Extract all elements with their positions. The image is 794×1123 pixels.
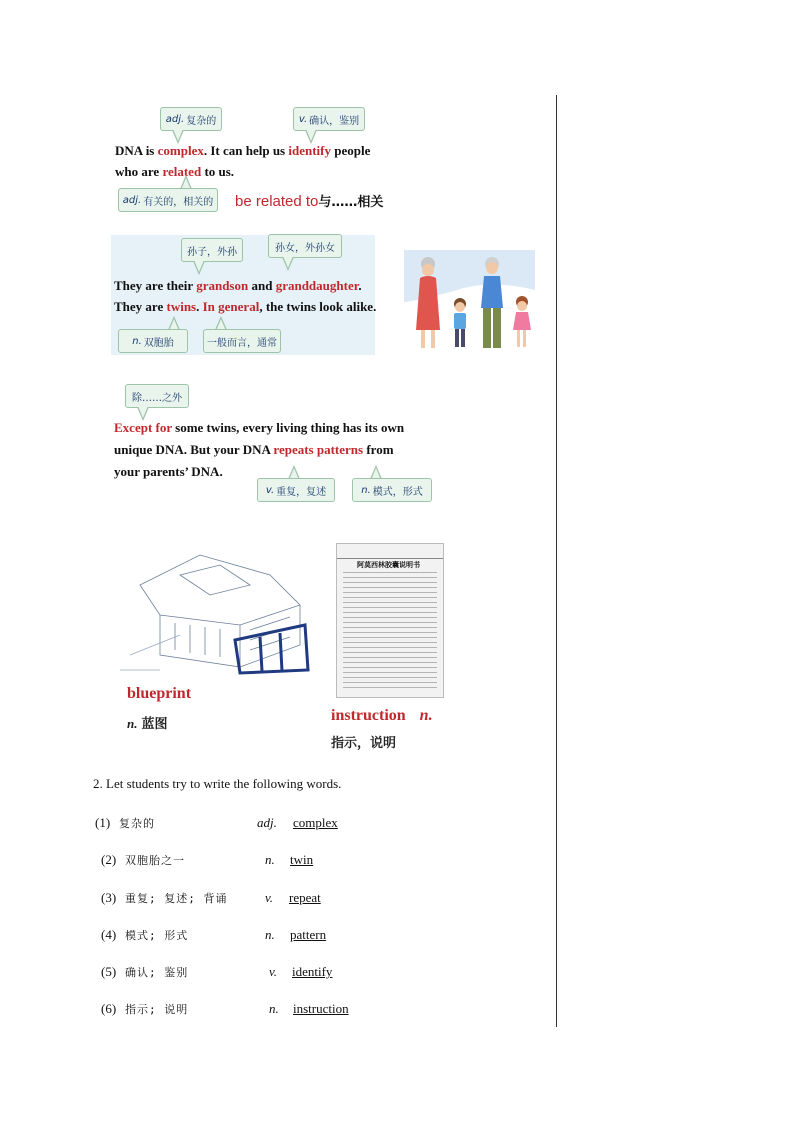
bubble-twins: n. 双胞胎: [118, 329, 188, 353]
bubble-identify: v. 确认，鉴别: [293, 107, 365, 131]
blueprint-word: blueprint: [127, 685, 192, 702]
instruction-word: instruction n.: [331, 707, 433, 724]
bubble-granddaughter: 孙女，外孙女: [268, 234, 342, 258]
sentence-except-line2: unique DNA. But your DNA repeats patterns from: [114, 442, 394, 457]
bubble-repeats: v. 重复，复述: [257, 478, 335, 502]
bubble-tail: [282, 257, 294, 271]
bubble-patterns: n. 模式，形式: [352, 478, 432, 502]
leaflet-title: 阿莫西林胶囊说明书: [357, 561, 420, 569]
margin-rule: [556, 95, 557, 1027]
blueprint-house-image: [120, 545, 310, 675]
bubble-tail: [168, 316, 180, 330]
bubble-tail: [305, 130, 317, 144]
sentence-except-line3: your parents’ DNA.: [114, 464, 223, 479]
sentence-except-line1: Except for some twins, every living thing has its own: [114, 420, 405, 435]
bubble-tail: [172, 130, 184, 144]
bubble-tail: [137, 407, 149, 421]
sentence-dna-line2: who are related to us.: [115, 164, 235, 179]
bubble-except-for: 除……之外: [125, 384, 189, 408]
phrase-be-related-to: be related to与……相关: [235, 193, 384, 210]
bubble-tail: [193, 261, 205, 275]
bubble-tail: [288, 465, 300, 479]
sentence-twins-line1: They are their grandson and granddaughter.: [114, 278, 362, 293]
bubble-tail: [180, 175, 192, 189]
sentence-dna-line1: DNA is complex. It can help us identify people: [115, 143, 371, 158]
bubble-tail: [370, 465, 382, 479]
bubble-complex: adj. 复杂的: [160, 107, 222, 131]
family-illustration: [404, 250, 535, 354]
bubble-related: adj. 有关的，相关的: [118, 188, 218, 212]
bubble-in-general: 一般而言，通常: [203, 329, 281, 353]
bubble-tail: [215, 316, 227, 330]
instruction-leaflet-image: [336, 543, 444, 698]
exercise-title: 2. Let students try to write the following words.: [93, 776, 342, 791]
sentence-twins-line2: They are twins. In general, the twins look alike.: [114, 299, 377, 314]
instruction-meaning: 指示，说明: [331, 735, 397, 750]
bubble-grandson: 孙子，外孙: [181, 238, 243, 262]
blueprint-meaning: n. 蓝图: [127, 716, 168, 731]
